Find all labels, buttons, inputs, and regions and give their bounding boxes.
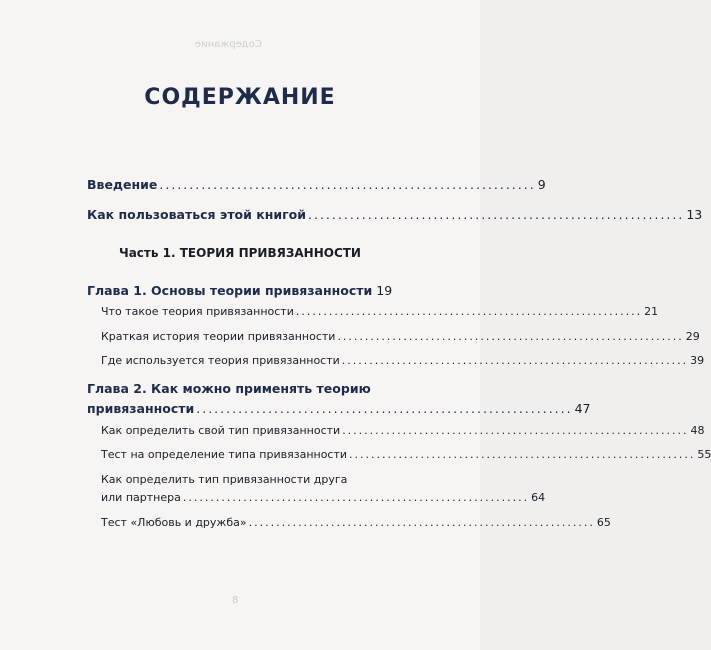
toc-page-number: 9	[537, 177, 546, 192]
toc-page-number: 19	[376, 283, 393, 298]
toc-entry-howto[interactable]	[87, 207, 703, 222]
dot-leader: ...............................................................	[248, 516, 595, 529]
toc-entry-ch2-section-1[interactable]	[101, 424, 705, 437]
toc-entry-ch2-section-4[interactable]	[101, 516, 611, 529]
toc-page-number: 47	[574, 401, 591, 416]
toc-label: Введение	[87, 177, 158, 192]
toc-label: Как пользоваться этой книгой	[87, 207, 307, 222]
part-heading: Часть 1. ТЕОРИЯ ПРИВЯЗАННОСТИ	[119, 246, 361, 260]
toc-entry-ch2-section-3-line-1[interactable]: Как определить тип привязанности друга	[101, 473, 348, 486]
toc-entry-chapter-2[interactable]	[87, 401, 591, 416]
toc-entry-ch2-section-3[interactable]	[101, 491, 546, 504]
toc-label: привязанности	[87, 401, 195, 416]
toc-label: Тест «Любовь и дружба»	[101, 516, 247, 529]
dot-leader: ...............................................................	[349, 448, 696, 461]
toc-page-number: 21	[644, 305, 659, 318]
dot-leader: ...............................................................	[308, 207, 685, 222]
toc-label: Краткая история теории привязанности	[101, 330, 336, 343]
toc-label: Как определить свой тип привязанности	[101, 424, 341, 437]
dot-leader: ...............................................................	[341, 354, 689, 367]
toc-entry-ch2-section-2[interactable]	[101, 448, 711, 461]
dot-leader: ...............................................................	[182, 491, 530, 504]
toc-label: или партнера	[101, 491, 181, 504]
toc-entry-ch1-section-1[interactable]	[101, 305, 659, 318]
toc-page-number: 48	[690, 424, 705, 437]
toc-label: Что такое теория привязанности	[101, 305, 294, 318]
toc-page-number: 13	[686, 207, 703, 222]
page-title: СОДЕРЖАНИЕ	[144, 85, 336, 110]
dot-leader: ...............................................................	[159, 177, 536, 192]
toc-entry-intro[interactable]	[87, 177, 546, 192]
toc-page-number: 65	[596, 516, 611, 529]
page-number: 8	[232, 595, 239, 606]
toc-page-number: 39	[690, 354, 705, 367]
toc-entry-ch1-section-3[interactable]	[101, 354, 705, 367]
dot-leader: ...............................................................	[196, 401, 573, 416]
running-header: Содержание	[195, 39, 262, 50]
toc-entry-chapter-1[interactable]	[87, 283, 393, 298]
dot-leader: ...............................................................	[337, 330, 684, 343]
toc-entry-chapter-2-line-1[interactable]: Глава 2. Как можно применять теорию	[87, 381, 371, 396]
toc-label: Где используется теория привязанности	[101, 354, 340, 367]
dot-leader: ...............................................................	[295, 305, 643, 318]
toc-page-number: 55	[697, 448, 711, 461]
toc-page-number: 29	[685, 330, 700, 343]
toc-label: Тест на определение типа привязанности	[101, 448, 348, 461]
dot-leader: ...............................................................	[342, 424, 689, 437]
toc-entry-ch1-section-2[interactable]	[101, 330, 700, 343]
toc-label: Глава 1. Основы теории привязанности	[87, 283, 373, 298]
toc-page-number: 64	[531, 491, 546, 504]
